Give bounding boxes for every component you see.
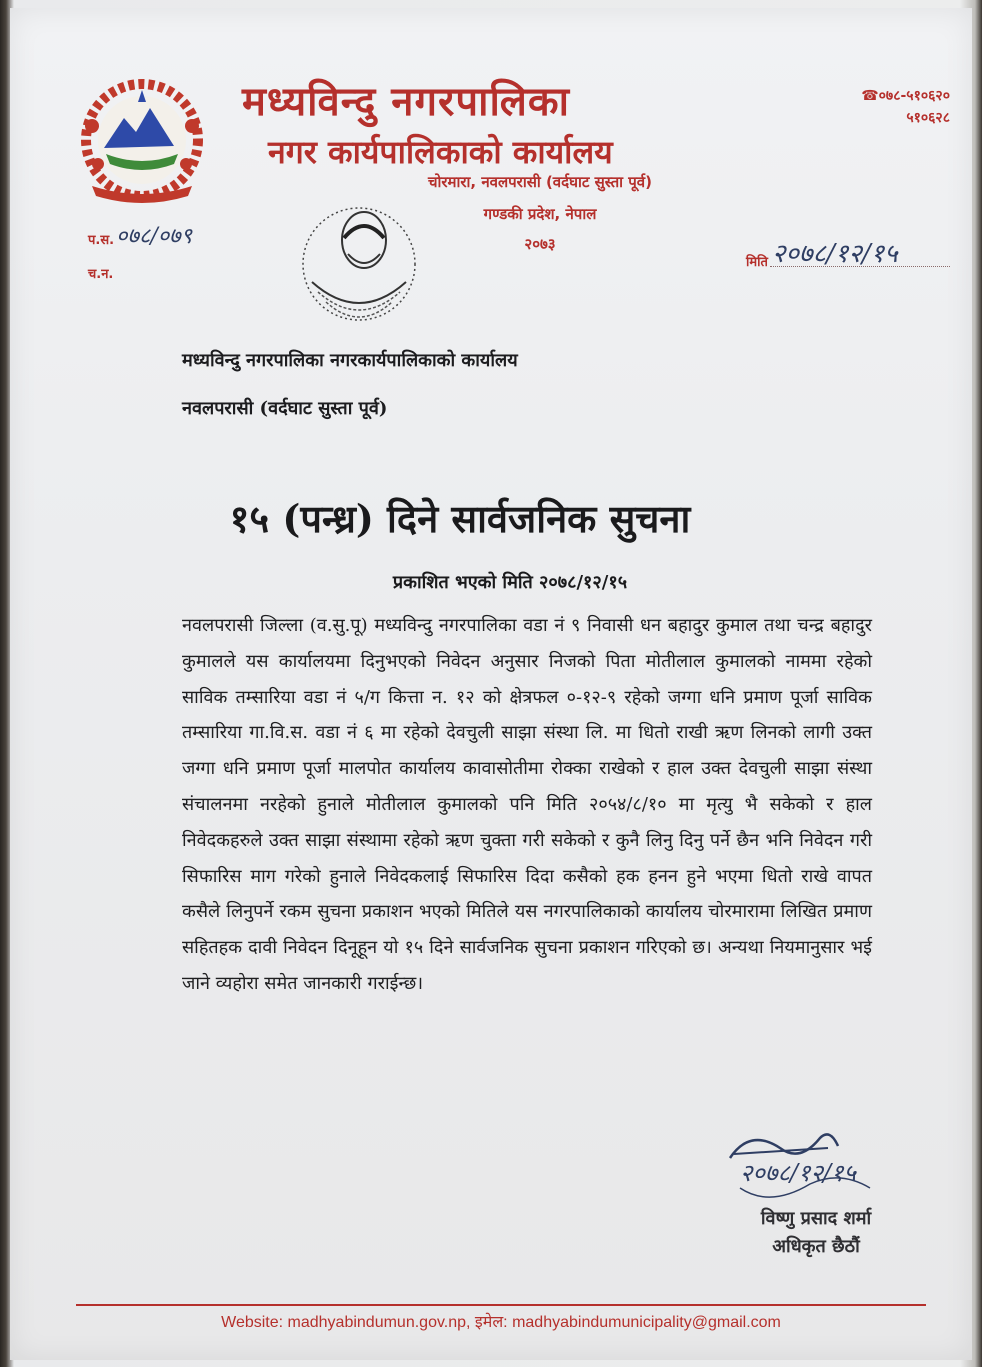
address-line-1: चोरमारा, नवलपरासी (वर्दघाट सुस्ता पूर्व): [427, 173, 652, 191]
phone-number-1: ☎०७८-५१०६२०: [861, 88, 950, 104]
signer-title: अधिकृत छैठौं: [772, 1236, 860, 1257]
signer-name: विष्णु प्रसाद शर्मा: [760, 1208, 872, 1229]
date-handwritten: २०७८/१२/१५: [772, 239, 898, 269]
published-date: प्रकाशित भएको मिति २०७८/१२/१५: [392, 572, 628, 593]
reference-label: प.स.: [88, 233, 115, 248]
footer-divider: [76, 1304, 926, 1306]
dispatch-number-label: च.न.: [88, 267, 114, 282]
recipient-line-1: मध्यविन्दु नगरपालिका नगरकार्यपालिकाको कार्यालय: [182, 350, 518, 371]
date-underline: [770, 266, 950, 267]
letter-page: [10, 8, 972, 1360]
notice-title: १५ (पन्ध्र) दिने सार्वजनिक सुचना: [229, 496, 691, 541]
organization-name: मध्यविन्दु नगरपालिका: [242, 79, 571, 125]
office-name: नगर कार्यपालिकाको कार्यालय: [268, 133, 613, 171]
notice-body: नवलपरासी जिल्ला (व.सु.पू) मध्यविन्दु नगरपालिका वडा नं ९ निवासी धन बहादुर कुमाल तथा चन्द्र बहादुर कुमालले यस कार्यालयमा दिनुभएको निवेदन अनुसार निजको पिता मोतीलाल कुमालको नाममा रहेको साविक तम्सारिया वडा नं ५/ग कित्ता न. १२ को क्षेत्रफल ०-१२-९ रहेको जग्गा धनि प्रमाण पूर्जा साविक तम्सारिया गा.वि.स. वडा नं ६ मा रहेको देवचुली साझा संस्था लि. मा धितो राखी ऋण लिनको लागी उक्त जग्गा धनि प्रमाण पूर्जा मालपोत कार्यालय कावासोतीमा रोक्का राखेको र हाल उक्त देवचुली साझा संस्था संचालनमा नरहेको हुनाले मोतीलाल कुमालको पनि मिति २०५४/८/१० मा मृत्यु भै सकेको र हाल निवेदकहरुले उक्त साझा संस्थामा रहेको ऋण चुक्ता गरी सकेको र कुनै लिनु दिनु पर्ने छैन भनि निवेदन गरी सिफारिस माग गरेको हुनाले निवेदकलाई सिफारिस दिदा कसैको हक हनन हुने भएमा धितो राखे वापत कसैले लिनुपर्ने रकम सुचना प्रकाशन भएको मितिले यस नगरपालिकाको कार्यालय चोरमारामा लिखित प्रमाण सहितहक दावी निवेदन दिनूहून यो १५ दिने सार्वजनिक सुचना प्रकाशन गरिएको छ। अन्यथा नियमानुसार भई जाने व्यहोरा समेत जानकारी गराईन्छ।: [182, 615, 872, 994]
recipient-line-2: नवलपरासी (वर्दघाट सुस्ता पूर्व): [182, 398, 388, 419]
signature-date-handwritten: २०७८/१२/१५: [740, 1159, 857, 1187]
footer-contact: Website: madhyabindumun.gov.np, इमेल: madhyabindumunicipality@gmail.com: [221, 1314, 781, 1331]
reference-number-handwritten: ०७८/०७९: [116, 224, 193, 249]
phone-number-2: ५१०६२८: [906, 110, 950, 126]
establishment-year: २०७३: [524, 235, 556, 253]
date-label: मिति: [746, 255, 768, 270]
address-line-2: गण्डकी प्रदेश, नेपाल: [483, 205, 597, 223]
coat-of-arms-emblem: [62, 68, 222, 208]
portrait-seal-stamp: [284, 194, 434, 344]
